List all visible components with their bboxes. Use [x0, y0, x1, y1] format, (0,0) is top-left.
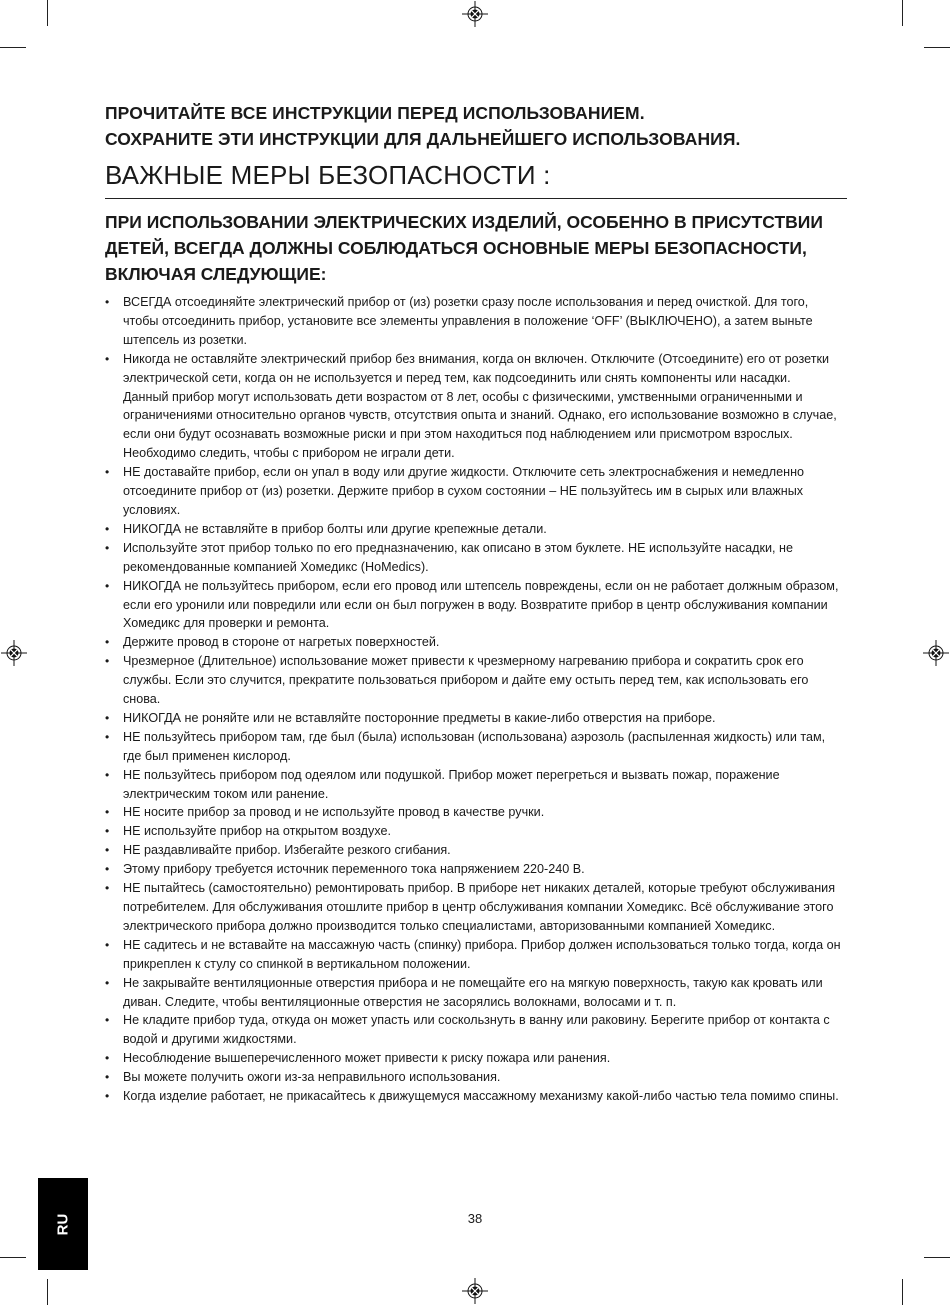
safety-item — [105, 293, 847, 350]
read-instructions-heading — [105, 100, 847, 152]
safety-item — [105, 860, 847, 879]
safety-item-text: • НЕ используйте прибор на открытом воздухе. — [123, 824, 391, 839]
registration-mark-icon — [462, 1, 488, 27]
safety-item — [105, 520, 847, 539]
safety-item-text: • НЕ пользуйтесь прибором там, где был (была) использован (использована) аэрозоль (распыленная жидкость) или там, где был применен кислород. — [123, 729, 826, 763]
safety-item-text: Данный прибор могут использовать дети возрастом от 8 лет, особы с физическими, умственными ограниченными и ограничениями относительно органов чувств, отсутствия опыта и знаний. Однако, его использование возможно в случае, если они будут осознавать возможные риски и при этом находиться под наблюдением или присмотром взрослых. — [123, 389, 837, 442]
safety-item-text: • НЕ пользуйтесь прибором под одеялом или подушкой. Прибор может перегреться и вызвать пожар, поражение электрическим током или ранение. — [123, 767, 780, 801]
crop-mark — [924, 1257, 950, 1258]
content — [105, 100, 847, 1106]
safety-item — [105, 803, 847, 822]
safety-item-text: • НЕ пытайтесь (самостоятельно) ремонтировать прибор. В приборе нет никаких деталей, которые требуют обслуживания потребителем. Для обслуживания отошлите прибор в центр обслуживания компании Хомедикс. Всё обслуживание этого электрического прибора должно производится только специалистами, авторизованными компанией Хомедикс. — [123, 881, 836, 933]
safety-item — [105, 633, 847, 652]
safety-item-text: • Не закрывайте вентиляционные отверстия прибора и не помещайте его на мягкую поверхность, такую как кровать или диван. Следите, чтобы вентиляционные отверстия не засорялись волокнами, волосами и т. п. — [123, 975, 823, 1009]
safety-item — [105, 974, 847, 1012]
safety-item-text: • Никогда не оставляйте электрический прибор без внимания, когда он включен. Отключите (Отсоедините) его от розетки электрической сети, когда он не используется и перед тем, как подсоединить или снять компоненты или насадки. — [123, 351, 830, 385]
safety-item — [105, 728, 847, 766]
heading-line-2: СОХРАНИТЕ ЭТИ ИНСТРУКЦИИ ДЛЯ ДАЛЬНЕЙШЕГО ИСПОЛЬЗОВАНИЯ. — [105, 129, 741, 149]
safety-item-text: • Держите провод в стороне от нагретых поверхностей. — [123, 635, 440, 650]
safety-item-text: Необходимо следить, чтобы с прибором не играли дети. — [123, 446, 455, 461]
safety-item — [105, 652, 847, 709]
safety-item — [105, 841, 847, 860]
safety-item — [105, 822, 847, 841]
safety-item-text: • НИКОГДА не вставляйте в прибор болты или другие крепежные детали. — [123, 521, 547, 536]
safety-item-text: • Когда изделие работает, не прикасайтесь к движущемуся массажному механизму какой-либо частью тела помимо спины. — [123, 1089, 839, 1104]
safety-item-text: • Используйте этот прибор только по его предназначению, как описано в этом буклете. НЕ используйте насадки, не рекомендованные компанией Хомедикс (HoMedics). — [123, 540, 793, 574]
crop-mark — [47, 1279, 48, 1305]
registration-mark-icon — [1, 640, 27, 666]
page-number: 38 — [467, 1211, 483, 1226]
crop-mark — [902, 1279, 903, 1305]
page-title: ВАЖНЫЕ МЕРЫ БЕЗОПАСНОСТИ : — [105, 160, 551, 190]
crop-mark — [0, 1257, 26, 1258]
safety-item — [105, 350, 847, 463]
safety-item — [105, 936, 847, 974]
safety-item-text: • Этому прибору требуется источник переменного тока напряжением 220-240 В. — [123, 862, 585, 877]
safety-subheading: ПРИ ИСПОЛЬЗОВАНИИ ЭЛЕКТРИЧЕСКИХ ИЗДЕЛИЙ, ОСОБЕННО В ПРИСУТСТВИИ ДЕТЕЙ, ВСЕГДА ДОЛЖНЫ СОБЛЮДАТЬСЯ ОСНОВНЫЕ МЕРЫ БЕЗОПАСНОСТИ, ВКЛЮЧАЯ СЛЕДУЮЩИЕ: — [105, 212, 823, 284]
title-divider — [105, 198, 847, 199]
safety-item-text: • НИКОГДА не роняйте или не вставляйте посторонние предметы в какие-либо отверстия на приборе. — [123, 710, 716, 725]
crop-mark — [902, 0, 903, 26]
safety-item — [105, 766, 847, 804]
safety-item-text: • НЕ доставайте прибор, если он упал в воду или другие жидкости. Отключите сеть электроснабжения и немедленно отсоедините прибор от (из) розетки. Держите прибор в сухом состоянии – НЕ пользуйтесь им в сырых или влажных условиях. — [123, 465, 805, 517]
safety-item-text: • НЕ носите прибор за провод и не используйте провод в качестве ручки. — [123, 805, 545, 820]
safety-item — [105, 577, 847, 634]
safety-item-text: • Несоблюдение вышеперечисленного может привести к риску пожара или ранения. — [123, 1051, 611, 1066]
safety-item — [105, 1049, 847, 1068]
registration-mark-icon — [923, 640, 949, 666]
safety-item — [105, 709, 847, 728]
heading-line-1: ПРОЧИТАЙТЕ ВСЕ ИНСТРУКЦИИ ПЕРЕД ИСПОЛЬЗОВАНИЕМ. — [105, 103, 645, 123]
safety-item-text: • Чрезмерное (Длительное) использование может привести к чрезмерному нагреванию прибора и сократить срок его службы. Если это случится, прекратите пользоваться прибором и дайте ему остыть перед тем, как использовать его снова. — [123, 654, 809, 707]
safety-item-text: • НИКОГДА не пользуйтесь прибором, если его провод или штепсель повреждены, если он не работает должным образом, если его уронили или повредили или если он был погружен в воду. Возвратите прибор в центр обслуживания компании Хомедикс для проверки и ремонта. — [123, 578, 839, 631]
safety-item-text: • ВСЕГДА отсоединяйте электрический прибор от (из) розетки сразу после использования и перед очисткой. Для того, чтобы отсоединить прибор, установите все элементы управления в положение ‘OFF’ (ВЫКЛЮЧЕНО), а затем выньте штепсель из розетки. — [123, 295, 813, 347]
safety-item-text: • Не кладите прибор туда, откуда он может упасть или соскользнуть в ванну или раковину. Берегите прибор от контакта с водой и другими жидкостями. — [123, 1013, 830, 1047]
crop-mark — [47, 0, 48, 26]
safety-item-text: • Вы можете получить ожоги из-за неправильного использования. — [123, 1070, 501, 1085]
safety-item-text: • НЕ садитесь и не вставайте на массажную часть (спинку) прибора. Прибор должен использоваться только тогда, когда он прикреплен к стулу со спинкой в вертикальном положении. — [123, 937, 841, 971]
safety-item — [105, 1011, 847, 1049]
safety-item — [105, 1068, 847, 1087]
safety-item-text: • НЕ раздавливайте прибор. Избегайте резкого сгибания. — [123, 843, 451, 858]
safety-item — [105, 879, 847, 936]
safety-item — [105, 463, 847, 520]
crop-mark — [0, 47, 26, 48]
safety-item — [105, 539, 847, 577]
crop-mark — [924, 47, 950, 48]
safety-item — [105, 1087, 847, 1106]
registration-mark-icon — [462, 1278, 488, 1304]
language-tab-label: RU — [54, 1213, 72, 1235]
safety-list — [105, 293, 847, 1106]
